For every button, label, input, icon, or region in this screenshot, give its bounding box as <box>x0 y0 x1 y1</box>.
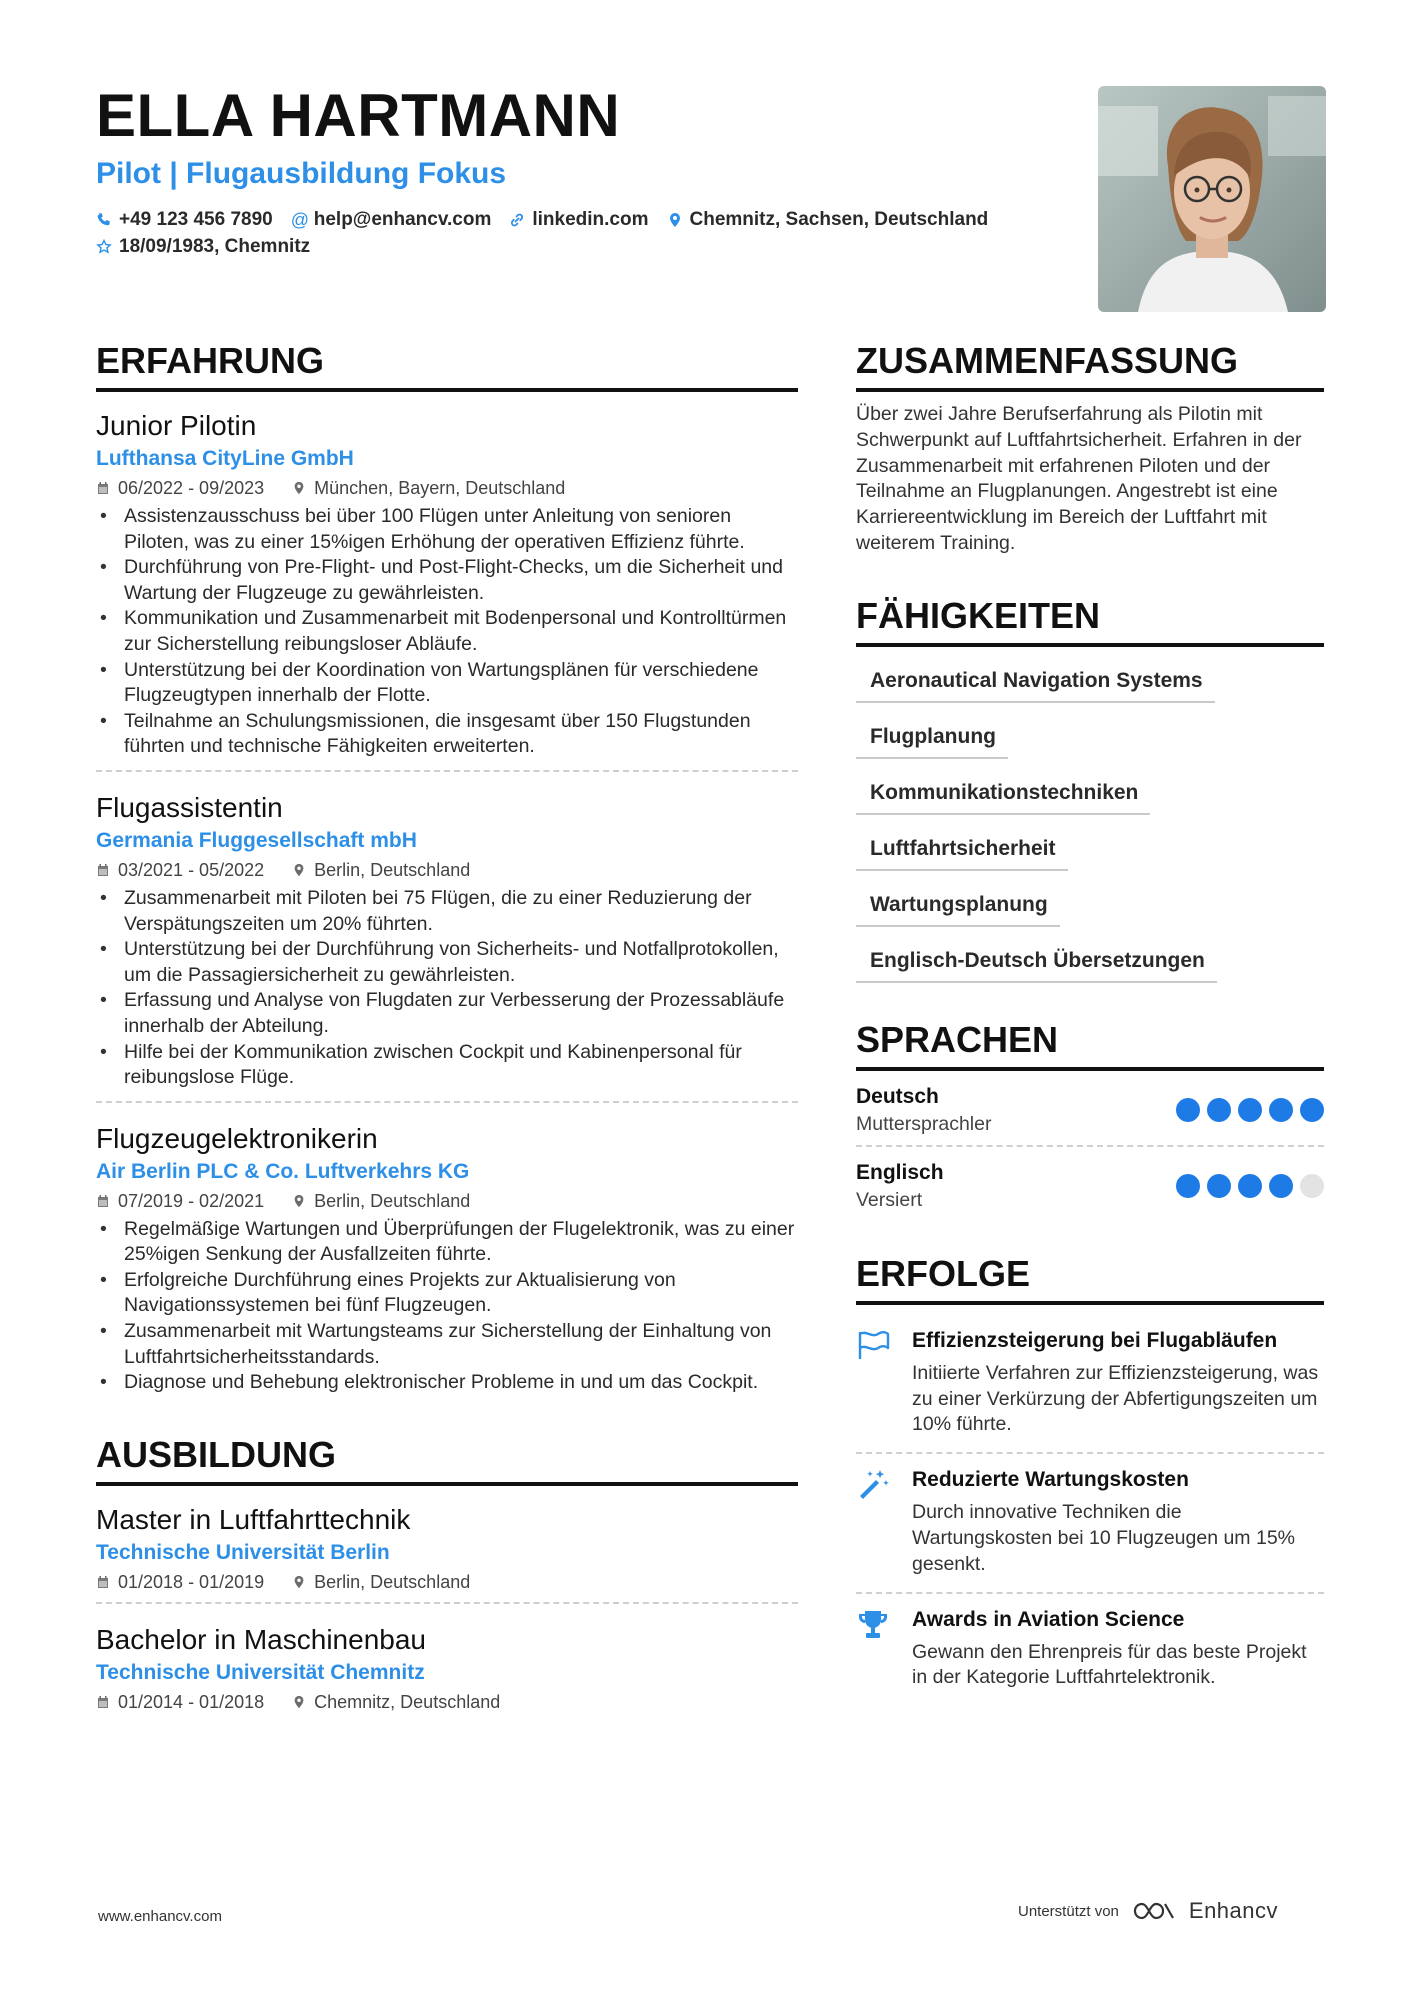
bullet-item: • Kommunikation und Zusammenarbeit mit Bodenpersonal und Kontrolltürmen zur Sicherstellung reibungsloser Abläufe. <box>96 606 798 657</box>
bullet-item: • Assistenzausschuss bei über 100 Flügen unter Anleitung von senioren Piloten, was zu einer 15%igen Erhöhung der operativen Effizienz führte. <box>96 504 798 555</box>
entry-dates: 01/2018 - 01/2019 <box>118 1571 265 1592</box>
skill-tag: Englisch-Deutsch Übersetzungen <box>856 937 1217 983</box>
link-icon <box>509 212 525 228</box>
email-text: help@enhancv.com <box>313 209 492 230</box>
entry-dates: 07/2019 - 02/2021 <box>118 1190 265 1211</box>
language-item <box>856 1081 1324 1147</box>
right-column <box>856 338 1324 1705</box>
section-title-skills: FÄHIGKEITEN <box>856 593 1324 647</box>
bullet-list <box>96 1217 798 1396</box>
education-entry <box>96 1496 798 1604</box>
language-level: Versiert <box>856 1188 923 1211</box>
section-title-languages: SPRACHEN <box>856 1017 1324 1071</box>
rating-dot-filled <box>1207 1098 1231 1122</box>
achievement-title: Reduzierte Wartungskosten <box>912 1468 1189 1492</box>
entry-location: Berlin, Deutschland <box>314 1571 471 1592</box>
magic-wand-icon <box>856 1468 890 1502</box>
brand-name: Enhancv <box>1188 1898 1279 1923</box>
bullet-item: • Unterstützung bei der Koordination von Wartungsplänen für verschiedene Flugzeugtypen innerhalb der Flotte. <box>96 658 798 709</box>
location-pin-icon <box>292 863 306 877</box>
section-title-experience: ERFAHRUNG <box>96 338 798 392</box>
entry-meta <box>96 1187 798 1215</box>
skill-tag: Kommunikationstechniken <box>856 769 1150 815</box>
bullet-list <box>96 504 798 760</box>
language-rating <box>1176 1098 1324 1122</box>
achievement-item <box>856 1454 1324 1593</box>
powered-by-label: Unterstützt von <box>1018 1902 1119 1920</box>
skill-tag: Wartungsplanung <box>856 881 1060 927</box>
skill-tag: Flugplanung <box>856 713 1008 759</box>
bullet-list <box>96 886 798 1091</box>
location-pin-icon <box>292 1695 306 1709</box>
location-pin-icon <box>292 1194 306 1208</box>
language-item <box>856 1157 1324 1221</box>
location-pin-icon <box>292 1575 306 1589</box>
job-title: Flugzeugelektronikerin <box>96 1122 378 1154</box>
section-title-summary: ZUSAMMENFASSUNG <box>856 338 1324 392</box>
bullet-item: • Zusammenarbeit mit Wartungsteams zur Sicherstellung der Einhaltung von Luftfahrtsicherheitsstandards. <box>96 1319 798 1370</box>
calendar-icon <box>96 1194 110 1208</box>
achievement-title: Effizienzsteigerung bei Flugabläufen <box>912 1328 1278 1352</box>
language-rating <box>1176 1174 1324 1198</box>
phone-text: +49 123 456 7890 <box>119 209 273 230</box>
rating-dot-filled <box>1207 1174 1231 1198</box>
enhancv-logo-icon <box>1131 1900 1177 1922</box>
company-name: Air Berlin PLC & Co. Luftverkehrs KG <box>96 1159 470 1183</box>
degree-title: Bachelor in Maschinenbau <box>96 1623 426 1655</box>
bullet-item: • Unterstützung bei der Durchführung von Sicherheits- und Notfallprotokollen, um die Passagiersicherheit zu gewährleisten. <box>96 937 798 988</box>
bullet-item: • Regelmäßige Wartungen und Überprüfungen der Flugelektronik, was zu einer 25%igen Senkung der Ausfallzeiten führte. <box>96 1217 798 1268</box>
school-name: Technische Universität Berlin <box>96 1540 390 1564</box>
at-icon: @ <box>290 209 310 230</box>
profile-photo <box>1098 86 1326 312</box>
left-column <box>96 338 798 1738</box>
language-name: Englisch <box>856 1160 944 1184</box>
entry-meta <box>96 474 798 502</box>
achievement-item <box>856 1315 1324 1454</box>
rating-dot-filled <box>1176 1098 1200 1122</box>
achievement-desc: Gewann den Ehrenpreis für das beste Projekt in der Kategorie Luftfahrtelektronik. <box>912 1640 1307 1689</box>
calendar-icon <box>96 481 110 495</box>
bullet-item: • Hilfe bei der Kommunikation zwischen Cockpit und Kabinenpersonal für reibungslose Flüge. <box>96 1040 798 1091</box>
bullet-item: • Erfolgreiche Durchführung eines Projekts zur Aktualisierung von Navigationssystemen bei fünf Flugzeugen. <box>96 1268 798 1319</box>
company-name: Germania Fluggesellschaft mbH <box>96 828 417 852</box>
rating-dot-filled <box>1269 1098 1293 1122</box>
company-name: Lufthansa CityLine GmbH <box>96 447 354 470</box>
location-text: Chemnitz, Sachsen, Deutschland <box>689 209 989 230</box>
location-pin-icon <box>292 481 306 495</box>
contact-email[interactable] <box>291 206 492 233</box>
rating-dot-filled <box>1300 1098 1324 1122</box>
achievement-desc: Durch innovative Techniken die Wartungskosten bei 10 Flugzeugen um 15% gesenkt. <box>912 1501 1296 1575</box>
linkedin-text: linkedin.com <box>532 209 649 230</box>
achievements-list <box>856 1315 1324 1705</box>
contact-location <box>667 206 989 233</box>
phone-icon <box>96 212 112 228</box>
experience-entry <box>96 402 798 772</box>
entry-dates: 06/2022 - 09/2023 <box>118 478 265 498</box>
footer-branding <box>1018 1898 1278 1924</box>
experience-entry <box>96 1115 798 1406</box>
entry-location: Berlin, Deutschland <box>314 1190 471 1211</box>
bullet-item: • Teilnahme an Schulungsmissionen, die insgesamt über 150 Flugstunden führten und technische Fähigkeiten erweiterten. <box>96 709 798 760</box>
flag-icon <box>856 1329 892 1361</box>
skill-tag: Aeronautical Navigation Systems <box>856 657 1215 703</box>
entry-location: Chemnitz, Deutschland <box>314 1691 501 1712</box>
calendar-icon <box>96 1575 110 1589</box>
star-icon <box>96 239 112 255</box>
trophy-icon <box>856 1608 890 1642</box>
school-name: Technische Universität Chemnitz <box>96 1660 425 1684</box>
contact-birth <box>96 233 310 260</box>
bullet-item: • Zusammenarbeit mit Piloten bei 75 Flügen, die zu einer Reduzierung der Verspätungszeiten um 20% führten. <box>96 886 798 937</box>
summary-text: Über zwei Jahre Berufserfahrung als Pilotin mit Schwerpunkt auf Luftfahrtsicherheit. Erfahren in der Zusammenarbeit mit erfahrenen Piloten und der Teilnahme an Flugplanungen. Angestrebt ist eine Karriereentwicklung im Bereich der Luftfahrt mit weiterem Training. <box>856 403 1302 554</box>
rating-dot-filled <box>1176 1174 1200 1198</box>
entry-location: München, Bayern, Deutschland <box>314 478 566 498</box>
bullet-item: • Erfassung und Analyse von Flugdaten zur Verbesserung der Prozessabläufe innerhalb der Abteilung. <box>96 988 798 1039</box>
achievement-title: Awards in Aviation Science <box>912 1607 1185 1631</box>
language-level: Muttersprachler <box>856 1112 992 1135</box>
bullet-item: • Diagnose und Behebung elektronischer Probleme in und um das Cockpit. <box>96 1370 798 1396</box>
degree-title: Master in Luftfahrttechnik <box>96 1503 411 1535</box>
section-title-achievements: ERFOLGE <box>856 1251 1324 1305</box>
entry-meta <box>96 1688 798 1716</box>
contact-linkedin[interactable] <box>509 206 648 233</box>
achievement-item <box>856 1594 1324 1706</box>
job-title: Junior Pilotin <box>96 410 257 441</box>
calendar-icon <box>96 1695 110 1709</box>
contact-phone[interactable] <box>96 206 273 233</box>
language-name: Deutsch <box>856 1084 939 1108</box>
entry-dates: 03/2021 - 05/2022 <box>118 859 265 880</box>
bullet-item: • Durchführung von Pre-Flight- und Post-Flight-Checks, um die Sicherheit und Wartung der Flugzeuge zu gewährleisten. <box>96 555 798 606</box>
candidate-role: Pilot | Flugausbildung Fokus <box>96 157 507 190</box>
birth-text: 18/09/1983, Chemnitz <box>119 236 311 257</box>
location-pin-icon <box>667 212 683 228</box>
job-title: Flugassistentin <box>96 791 283 823</box>
entry-dates: 01/2014 - 01/2018 <box>118 1691 265 1712</box>
rating-dot-filled <box>1269 1174 1293 1198</box>
resume-header <box>96 80 1076 260</box>
rating-dot-filled <box>1238 1174 1262 1198</box>
skills-list <box>856 657 1324 983</box>
experience-entry <box>96 784 798 1103</box>
rating-dot-filled <box>1238 1098 1262 1122</box>
education-entry <box>96 1616 798 1726</box>
entry-meta <box>96 856 798 884</box>
skill-tag: Luftfahrtsicherheit <box>856 825 1068 871</box>
footer-website[interactable]: www.enhancv.com <box>98 1908 222 1925</box>
candidate-name: ELLA HARTMANN <box>96 82 621 149</box>
languages-list <box>856 1081 1324 1221</box>
section-title-education: AUSBILDUNG <box>96 1432 798 1486</box>
entry-location: Berlin, Deutschland <box>314 859 471 880</box>
calendar-icon <box>96 863 110 877</box>
entry-meta <box>96 1568 798 1596</box>
rating-dot-empty <box>1300 1174 1324 1198</box>
achievement-desc: Initiierte Verfahren zur Effizienzsteigerung, was zu einer Verkürzung der Abfertigungszeiten um 10% führte. <box>912 1361 1319 1436</box>
contact-info <box>96 206 1076 260</box>
